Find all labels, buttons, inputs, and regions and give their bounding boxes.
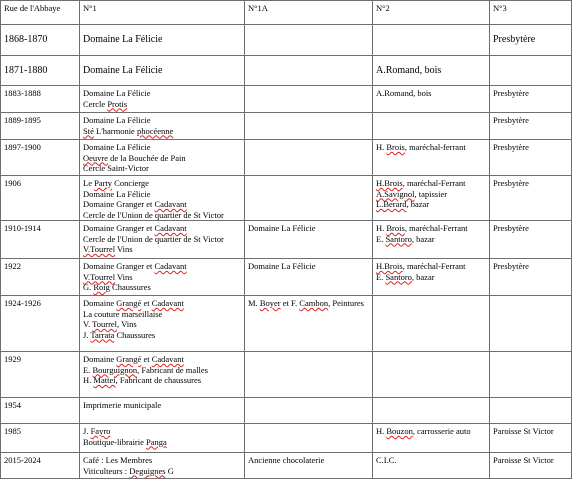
cell-line: L.Berard, bazar [376,199,430,209]
table-cell-n1a [245,140,373,176]
table-cell-n3 [490,86,572,113]
table-cell-n2 [373,259,490,296]
spellcheck-underline: Mattei [93,375,116,385]
table-cell-n1a [245,259,373,296]
table-cell-n2 [373,398,490,424]
table-cell-n2 [373,176,490,221]
spellcheck-underline: Tourrel [92,319,118,329]
cell-line: Domaine Grangé et Cadavant [83,354,184,364]
cell-line: E. Santoro, bazar [376,233,435,244]
table-cell-n3 [490,221,572,259]
spellcheck-underline: Oeuvre [83,152,109,163]
table-row [1,221,572,259]
spellcheck-underline: Cambon [299,298,329,308]
spellcheck-underline: Bourguignon [92,364,138,375]
cell-line: Domaine Granger et Cadavant [83,223,187,233]
spellcheck-underline: Cadavant [154,261,187,271]
table-row [1,176,572,221]
header-cell-n2: N°2 [373,1,490,25]
cell-line: A.Romand, bois [376,65,442,76]
table-cell-n3 [490,398,572,424]
spellcheck-underline: Roig [93,282,110,292]
cell-line: Cercle Protis [83,98,128,109]
cell-line: Imprimerie municipale [83,400,162,410]
spellcheck-underline: Sté [83,125,94,136]
table-cell-n1a [245,296,373,352]
cell-line: Domaine La Félicie [83,115,151,125]
cell-line: Domaine La Félicie [248,223,316,233]
table-cell-year: 1910-1914 [1,221,80,259]
cell-line: Cercle Saint-Victor [83,163,149,173]
cell-line: H.Brois, maréchal-Ferrant [376,261,466,271]
table-cell-n1 [80,296,245,352]
spellcheck-underline: Grangé [116,354,142,364]
table-cell-n1a [245,56,373,86]
table-cell-n2 [373,352,490,398]
cell-line: Boutique-librairie Panga [83,436,167,447]
header-row [1,1,572,25]
table-cell-year: 2015-2024 [1,453,80,479]
table-cell-n1a [245,86,373,113]
table-cell-n3 [490,140,572,176]
table-cell-n1a [245,25,373,56]
table-cell-year: 1883-1888 [1,86,80,113]
table-cell-year: 1985 [1,424,80,453]
spellcheck-underline: V.Tourrel [83,271,116,282]
cell-line: Domaine La Félicie [83,188,151,199]
cell-line: A.Romand, bois [376,88,432,98]
table-row [1,453,572,479]
cell-line: H. Mattei, Fabricant de chaussures [83,375,202,385]
table-cell-n1 [80,221,245,259]
header-cell-n3: N°3 [490,1,572,25]
spellcheck-underline: V.Tourrel [83,244,116,254]
spellcheck-underline: Brois [386,142,405,152]
table-row [1,259,572,296]
table-cell-n2 [373,424,490,453]
table-cell-n1 [80,398,245,424]
header-cell-n1a: N°1A [245,1,373,25]
table-cell-n2 [373,296,490,352]
cell-line: Domaine La Félicie [248,261,316,271]
table-cell-n1 [80,176,245,221]
table-cell-year: 1924-1926 [1,296,80,352]
table-cell-n1 [80,56,245,86]
table-body [1,1,572,479]
cell-line: Cercle de l'Union de quartier de St Victor [83,209,224,220]
spellcheck-underline: Panga [146,436,167,447]
cell-line: Viticulteurs : Deguignes G [83,465,174,476]
spellcheck-underline: Santoro [385,233,412,244]
table-cell-n2 [373,25,490,56]
cell-line: Domaine Granger et Cadavant [83,261,187,271]
cell-line: V. Tourrel, Vins [83,319,137,329]
cell-line: H. Bouzon, carrosserie auto [376,426,471,436]
table-row [1,352,572,398]
spellcheck-underline: Fayro [90,426,111,436]
cell-line: Domaine La Félicie [83,88,151,98]
cell-line: C.I.C. [376,455,397,465]
table-cell-n3 [490,25,572,56]
cell-line: Paroisse St Victor [493,426,554,436]
cell-line: V.Tourrel Vins [83,271,133,282]
cell-line: Café : Les Membres [83,455,153,465]
table-row [1,424,572,453]
spellcheck-underline: Bouzon [386,426,413,436]
table-cell-year: 1922 [1,259,80,296]
table-cell-n3 [490,296,572,352]
spellcheck-underline: Cadavant [151,354,184,364]
table-cell-year: 1897-1900 [1,140,80,176]
cell-line: Presbytère [493,34,536,45]
cell-line: Presbytère [493,88,529,98]
table-cell-n3 [490,259,572,296]
table-cell-year: 1954 [1,398,80,424]
table-row [1,398,572,424]
table-cell-year: 1889-1895 [1,113,80,140]
table-cell-year: 1906 [1,176,80,221]
cell-line: J. Fayro [83,426,111,436]
cell-line: Domaine La Félicie [83,142,151,152]
table-cell-n1 [80,113,245,140]
table-row [1,56,572,86]
table-row [1,296,572,352]
table-cell-n2 [373,113,490,140]
cell-line: A.Savignol, tapissier [376,188,448,199]
cell-line: J. Tarrata Chaussures [83,329,156,340]
spellcheck-underline: A.Savignol [376,188,415,199]
table-row [1,25,572,56]
table-cell-n3 [490,453,572,479]
table-cell-n1 [80,86,245,113]
cell-line: Ancienne chocolaterie [248,455,325,465]
spellcheck-underline: Deguignes [129,465,166,476]
table-cell-n1a [245,113,373,140]
cell-line: La couture marseillaise [83,308,163,319]
spellcheck-underline: Brois [386,223,405,233]
table-cell-n3 [490,113,572,140]
table-cell-year: 1929 [1,352,80,398]
table-cell-n3 [490,176,572,221]
cell-line: Domaine La Félicie [83,65,163,76]
table-cell-n1 [80,140,245,176]
cell-line: Oeuvre de la Bouchée de Pain [83,152,186,163]
cell-line: Domaine La Félicie [83,34,163,45]
cell-line: Presbytère [493,115,529,125]
cell-line: Sté L'harmonie phocéenne [83,125,174,136]
header-cell-n1: N°1 [80,1,245,25]
cell-line: M. Boyer et F. Cambon, Peintures [248,298,364,308]
table-row [1,140,572,176]
cell-line: Presbytère [493,142,529,152]
spellcheck-underline: Grangé [116,298,142,308]
spellcheck-underline: H.Brois [376,178,403,188]
table-cell-year: 1868-1870 [1,25,80,56]
table-cell-n2 [373,453,490,479]
spellcheck-underline: Tarrata [90,329,115,340]
spellcheck-underline: Santoro [385,271,412,282]
cell-line: H. Brois, maréchal-ferrant [376,142,466,152]
cell-line: E. Santoro, bazar [376,271,435,282]
table-cell-n1a [245,176,373,221]
table-cell-n1 [80,259,245,296]
spellcheck-underline: phocéenne [136,125,174,136]
table-cell-n2 [373,221,490,259]
table-row [1,113,572,140]
cell-line: Domaine Grangé et Cadavant [83,298,184,308]
table-row [1,86,572,113]
table-cell-n3 [490,352,572,398]
table-cell-n1a [245,398,373,424]
cell-line: E. Bourguignon, Fabricant de malles [83,364,208,375]
table-cell-n2 [373,140,490,176]
cell-line: Presbytère [493,223,529,233]
header-cell-street: Rue de l'Abbaye [1,1,80,25]
table-cell-n1a [245,352,373,398]
table-cell-n3 [490,56,572,86]
table-cell-n1 [80,424,245,453]
spellcheck-underline: Cadavant [151,298,184,308]
spellcheck-underline: Protis [107,98,128,109]
spellcheck-underline: Cadavant [154,199,187,209]
spellcheck-underline: Cadavant [154,223,187,233]
table-cell-n1a [245,424,373,453]
cell-line: Paroisse St Victor [493,455,554,465]
table-cell-n1 [80,25,245,56]
cell-line: H.Brois, maréchal-Ferrant [376,178,466,188]
table-cell-n1 [80,453,245,479]
table-cell-n2 [373,86,490,113]
table-cell-n3 [490,424,572,453]
spellcheck-underline: L.Berard [376,199,407,209]
cell-line: Presbytère [493,178,529,188]
table-cell-n2 [373,56,490,86]
cell-line: G. Roig Chaussures [83,282,151,292]
spellcheck-underline: Boyer [259,298,281,308]
cell-line: Presbytère [493,261,529,271]
cell-line: Cercle de l'Union de quartier de St Victor [83,233,224,244]
table-cell-n1 [80,352,245,398]
cell-line: H. Brois, maréchal-Ferrant [376,223,468,233]
table-cell-n1a [245,221,373,259]
table-cell-year: 1871-1880 [1,56,80,86]
cell-line: Le Party Concierge [83,178,149,188]
cell-line: Domaine Granger et Cadavant [83,199,187,209]
cell-line: V.Tourrel Vins [83,244,133,254]
table-cell-n1a [245,453,373,479]
spellcheck-underline: H.Brois [376,261,403,271]
spellcheck-underline: Party [94,178,113,188]
